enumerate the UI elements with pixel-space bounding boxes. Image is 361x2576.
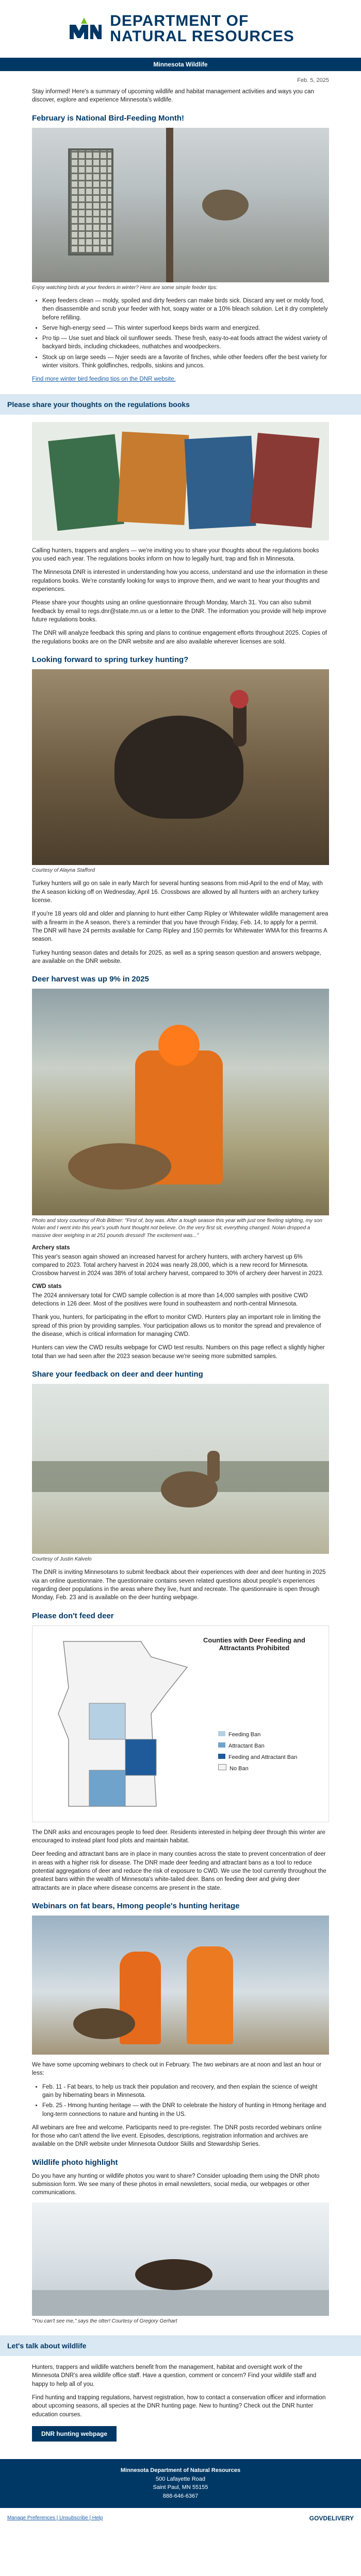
- otter-photo: [32, 2202, 329, 2316]
- webinars-heading: Webinars on fat bears, Hmong people's hunting heritage: [32, 1901, 240, 1910]
- govdelivery-logo[interactable]: GOVDELIVERY: [309, 2514, 354, 2522]
- turkey-paragraph-3: Turkey hunting season dates and details for 2025, as well as a spring season question and answers webpage, are available on the DNR website.: [32, 950, 321, 964]
- legend-item-feeding: Feeding Ban: [218, 1729, 297, 1740]
- turkey-heading: Looking forward to spring turkey hunting?: [32, 655, 189, 665]
- talk-paragraph-1: Hunters, trappers and wildlife watchers benefit from the management, habitat and oversight work of the Minnesota DNR's area wildlife office staff. Have a question, comment or concern? Find your wildlife staff and happy to help all of you.: [32, 2364, 317, 2387]
- regs-paragraph-2: The Minnesota DNR is interested in understanding how you access, understand and use the information in these regulations books. We're constantly looking for ways to improve them, and we want to hear your thoughts and experiences.: [32, 569, 328, 593]
- feeders-more-link[interactable]: Find more winter bird feeding tips on the DNR website.: [32, 376, 176, 383]
- regs-book-1: [48, 434, 124, 531]
- footer-address-1: 500 Lafayette Road: [155, 2476, 206, 2482]
- talk-heading: Let's talk about wildlife: [0, 2335, 361, 2356]
- photo-caption: "You can't see me," says the otter! Courtesy of Gregory Gerhart: [32, 2318, 177, 2324]
- cwd-paragraph: The 2024 anniversary total for CWD sample collection is at more than 14,000 samples with positive CWD detections in 126 deer. Most of the positives were found in southeastern and north-central Minnesota.: [32, 1292, 308, 1308]
- sub-footer: [0, 2508, 361, 2529]
- feed-ban-heading: Please don't feed deer: [32, 1611, 114, 1620]
- list-item: • Serve high-energy seed — This winter superfood keeps birds warm and energized.: [42, 324, 329, 332]
- footer: [0, 2459, 361, 2508]
- otter-shape: [135, 2259, 212, 2290]
- list-item: • Stock up on large seeds — Nyjer seeds are a favorite of finches, while other feeders offer the best variety for winter visitors. Think goldfinches, redpolls, siskins and juncos.: [42, 353, 329, 370]
- footer-org: Minnesota Department of Natural Resources: [120, 2467, 241, 2474]
- legend-item-both: Feeding and Attractant Ban: [218, 1752, 297, 1763]
- list-item: • Feb. 25 - Hmong hunting heritage — with the DNR to celebrate the history of hunting in Hmong heritage and long-term connections to nature and hunting in the US.: [42, 2102, 329, 2119]
- webinars-paragraph-2: All webinars are free and welcome. Participants need to pre-register. The DNR posts recorded webinars online for those who can't attend the live event. Episodes, descriptions, registration information and archives are available on the DNR website under Minnesota Outdoor Skills and Stewardship Series.: [32, 2124, 322, 2148]
- regs-heading: Please share your thoughts on the regulations books: [0, 394, 361, 415]
- deer-paragraph-3: Thank you, hunters, for participating in the effort to monitor CWD. Hunters play an important role in limiting the spread of this prion by providing samples. Your participation allows us to monitor the spread and prevalence of the disease, which is critical information for managing CWD.: [32, 1314, 321, 1338]
- regs-book-3: [185, 436, 256, 530]
- survey-caption: Courtesy of Justin Kalvelo: [32, 1556, 92, 1563]
- deer-paragraph-4: Hunters can view the CWD results webpage for CWD test results. Numbers on this page reflect a slightly higher total than we had seen after the 2023 season because we're seeing more submitted samples.: [32, 1345, 325, 1360]
- harvested-deer: [73, 2008, 135, 2039]
- newsletter-title: Minnesota Wildlife: [153, 61, 208, 68]
- map-legend: [218, 1729, 297, 1774]
- snow-bank: [32, 2290, 329, 2316]
- deer-heading: Deer harvest was up 9% in 2025: [32, 975, 149, 984]
- feeding-ban-map: [32, 1625, 329, 1822]
- turkey-paragraph-1: Turkey hunters will go on sale in early March for several hunting seasons from mid-April to the end of May, with the A season kicking off on Wednesday, April 16. Crossbows are allowed by all hunters with an archery turkey license.: [32, 880, 323, 904]
- talk-paragraph-2: Find hunting and trapping regulations, harvest registration, how to contact a conservation officer and information about upcoming seasons, all species at the DNR hunting page. New to hunting? Check out the DNR hunter education courses.: [32, 2394, 326, 2418]
- webinars-paragraph-1: We have some upcoming webinars to check out in February. The two webinars are at noon and last an hour or less:: [32, 2061, 322, 2077]
- regs-paragraph-1: Calling hunters, trappers and anglers — we're inviting you to share your thoughts about the regulations books you used each year. The regulations books inform on how to legally hunt, trap and fish in Minnesota.: [32, 547, 319, 563]
- list-item: • Pro tip — Use suet and black oil sunflower seeds. These fresh, easy-to-eat foods attract the widest variety of backyard birds, including chickadees, nuthatches and woodpeckers.: [42, 334, 329, 351]
- regs-book-4: [250, 433, 320, 528]
- photo-paragraph: Do you have any hunting or wildlife photos you want to share? Consider uploading them using the DNR photo submission form. We see many of these photos in email newsletters, social media, our webpages or other communications.: [32, 2173, 320, 2196]
- archery-label: Archery stats: [32, 1244, 70, 1251]
- deer-caption: Photo and story courtesy of Rob Bittner: "First of, boy was. After a tough season this year with just one fleeting sighting, my son Nolan and I went into this year's youth hunt thought not believe. On the very first sit, everything changed. Nolan dropped a massive deer weighing in at 251 pounds dressed! The excitement was...": [32, 1218, 322, 1239]
- regs-book-2: [118, 432, 189, 526]
- turkey-paragraph-2: If you're 18 years old and older and planning to hunt either Camp Ripley or Whitewater wildlife management area with a firearm in the A season, there's a reminder that you have through Friday, Feb. 14, to apply for a permit. The DNR will have 24 permits available for Camp Ripley and 150 permits for Whitewater WMA for this firearms A season.: [32, 911, 329, 943]
- main-content: [7, 77, 329, 2447]
- feeder-cage: [68, 148, 113, 256]
- header: [0, 0, 361, 58]
- webinar-list: [32, 2083, 329, 2119]
- cwd-label: CWD stats: [32, 1283, 62, 1290]
- webinar-photo: [32, 1916, 329, 2055]
- manage-preferences-link[interactable]: Manage Preferences | Unsubscribe | Help: [7, 2515, 103, 2521]
- bird-feeder-photo: [32, 128, 329, 282]
- minnesota-map-icon: [48, 1636, 192, 1811]
- hunting-webpage-button[interactable]: DNR hunting webpage: [32, 2426, 117, 2442]
- footer-address-2: Saint Paul, MN 55155: [153, 2484, 208, 2491]
- deer-neck: [207, 1451, 220, 1482]
- regs-paragraph-4: The DNR will analyze feedback this spring and plans to continue engagement efforts throughout 2025. Copies of the regulations books are on the DNR website and are also available wherever licenses are sold.: [32, 630, 327, 645]
- list-item: • Feb. 11 - Fat bears, to help us track their population and recovery, and then explain the science of weight gain by hibernating bears in Minnesota.: [42, 2083, 329, 2100]
- feeder-tips-list: [32, 297, 329, 370]
- hunter-2: [187, 1946, 233, 2044]
- legend-item-none: No Ban: [218, 1763, 297, 1774]
- deer-harvest-photo: [32, 989, 329, 1215]
- regulations-books-photo: [32, 422, 329, 540]
- feeders-caption: Enjoy watching birds at your feeders in winter? Here are some simple feeder tips:: [32, 284, 218, 291]
- regs-paragraph-3: Please share your thoughts using an online questionnaire through Monday, March 31. You can also submit feedback by email to regs.dnr@state.mn.us or a letter to the DNR. The information you provide will help improve future regulations books.: [32, 600, 326, 623]
- map-title: Counties with Deer Feeding and Attractants Prohibited: [203, 1636, 305, 1652]
- archery-paragraph: This year's season again showed an increased harvest for archery hunters, with archery harvest up 6% compared to 2023. Total archery harvest in 2024 was nearly 28,000, which is a new record for Minnesota. Crossbow harvest in 2024 was 38% of total archery harvest, compared to 30% of archery deer harvest in 2023.: [32, 1253, 324, 1277]
- tree-branch: [166, 128, 173, 282]
- feed-ban-paragraph-1: The DNR asks and encourages people to feed deer. Residents interested in helping deer through this winter are encouraged to instead plant food plots and maintain habitat.: [32, 1829, 325, 1844]
- list-item: • Keep feeders clean — moldy, spoiled and dirty feeders can make birds sick. Discard any wet or moldy food, then disassemble and scrub your feeder with hot, soapy water or a 10% bleach solution. Let it dry completely before refilling.: [42, 297, 329, 322]
- issue-date: Feb. 5, 2025: [297, 77, 329, 83]
- logo-line-2: NATURAL RESOURCES: [110, 28, 294, 45]
- logo-line-1: DEPARTMENT OF: [110, 12, 249, 29]
- deer-shape: [68, 1143, 171, 1190]
- deer-in-field-photo: [32, 1384, 329, 1554]
- feeders-heading: February is National Bird-Feeding Month!: [32, 113, 185, 123]
- newsletter-title-bar: [0, 58, 361, 71]
- feed-ban-paragraph-2: Deer feeding and attractant bans are in place in many counties across the state to prevent concentration of deer in areas with a higher risk for disease. The DNR made deer feeding and attractant bans as a tool to reduce potential aggregations of deer and reduce the risk of exposure to CWD. We use the tool currently throughout the greatest bans within the wealth of Minnesota's white-tailed deer. Bans on feeding deer and giving deer attractants are in place where disease concerns are present in the state.: [32, 1851, 326, 1891]
- footer-phone: 888-646-6367: [162, 2493, 199, 2499]
- dnr-logo-icon[interactable]: [67, 14, 103, 43]
- legend-item-attractant: Attractant Ban: [218, 1740, 297, 1752]
- bird-shape: [202, 190, 249, 221]
- photo-heading: Wildlife photo highlight: [32, 2158, 118, 2167]
- turkey-head: [230, 690, 249, 708]
- hunter-hat: [158, 1025, 200, 1066]
- survey-paragraph: The DNR is inviting Minnesotans to submit feedback about their experiences with deer and deer hunting in 2025 via an online questionnaire. The questionnaire contains seven related questions about people's experiences regarding deer populations in the areas where they live, hunt and recreate. The questionnaire is open through Monday, Feb. 23 and is available on the deer hunting webpage.: [32, 1569, 326, 1601]
- logo-text: [110, 13, 294, 44]
- intro-text: Stay informed! Here's a summary of upcoming wildlife and habitat management activities and ways you can discover, explore and experience Minnesota's wildlife.: [32, 89, 314, 104]
- survey-heading: Share your feedback on deer and deer hunting: [32, 1370, 203, 1379]
- turkey-body: [114, 716, 243, 819]
- turkey-caption: Courtesy of Alayna Stafford: [32, 868, 95, 874]
- turkey-photo: [32, 669, 329, 865]
